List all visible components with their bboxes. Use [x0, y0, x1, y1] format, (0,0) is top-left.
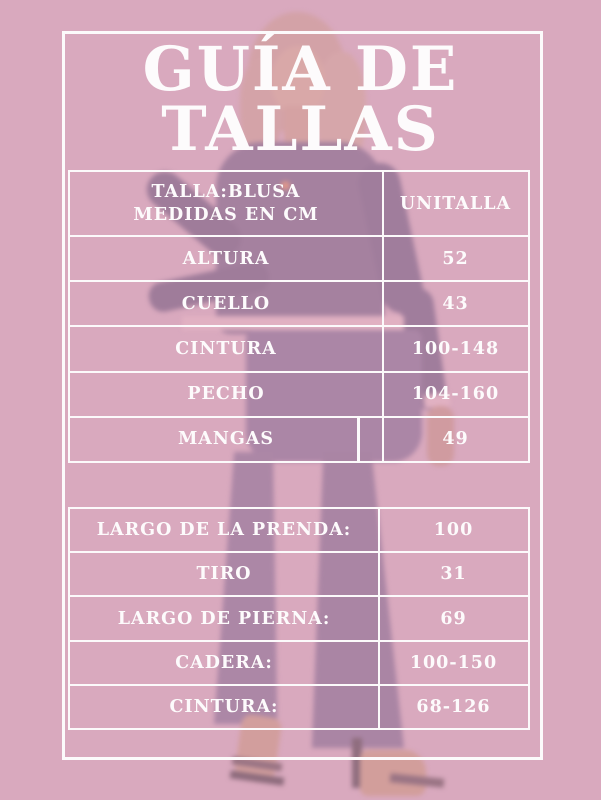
size-label-cell: MANGAS: [70, 418, 384, 461]
size-value-cell: 52: [442, 248, 469, 269]
table-blusa: [68, 170, 530, 463]
size-type-line2: MEDIDAS EN CM: [133, 204, 319, 225]
size-type-header-cell: [70, 172, 384, 235]
size-row: [70, 325, 528, 370]
size-row: [70, 551, 528, 595]
size-row: [70, 640, 528, 684]
size-label-cell: CINTURA: [70, 327, 384, 370]
size-row: [70, 280, 528, 325]
table-pantalon: [68, 507, 530, 730]
size-row: [70, 416, 528, 461]
size-label-cell: TIRO: [70, 553, 380, 595]
size-row: [70, 235, 528, 280]
size-label-cell: CADERA:: [70, 642, 380, 684]
size-value-cell: 68-126: [416, 696, 491, 717]
size-value-cell: 100: [433, 520, 474, 541]
size-row: [70, 595, 528, 639]
size-label-cell: ALTURA: [70, 237, 384, 280]
size-row: [70, 371, 528, 416]
page-title-line2: TALLAS: [161, 94, 440, 165]
size-row: [70, 684, 528, 728]
size-column-header-cell: UNITALLA: [399, 193, 512, 214]
size-type-line1: TALLA:BLUSA: [151, 181, 301, 202]
size-value-cell: 31: [440, 564, 467, 585]
size-row: [70, 509, 528, 551]
table-header-row: [70, 172, 528, 235]
size-label-cell: LARGO DE LA PRENDA:: [70, 509, 380, 551]
size-value-cell: 69: [440, 608, 467, 629]
size-label-cell: PECHO: [70, 373, 384, 416]
page-title: [0, 34, 601, 165]
stray-divider-line: [357, 418, 360, 461]
size-value-cell: 49: [442, 429, 469, 450]
page-title-line1: GUÍA DE: [142, 34, 459, 105]
size-label-cell: LARGO DE PIERNA:: [70, 597, 380, 639]
size-value-cell: 100-148: [411, 339, 500, 359]
size-value-cell: 100-150: [409, 652, 498, 673]
size-label-cell: CUELLO: [70, 282, 384, 325]
size-value-cell: 43: [442, 293, 469, 314]
size-value-cell: 104-160: [411, 384, 500, 405]
size-label-cell: CINTURA:: [70, 686, 380, 728]
